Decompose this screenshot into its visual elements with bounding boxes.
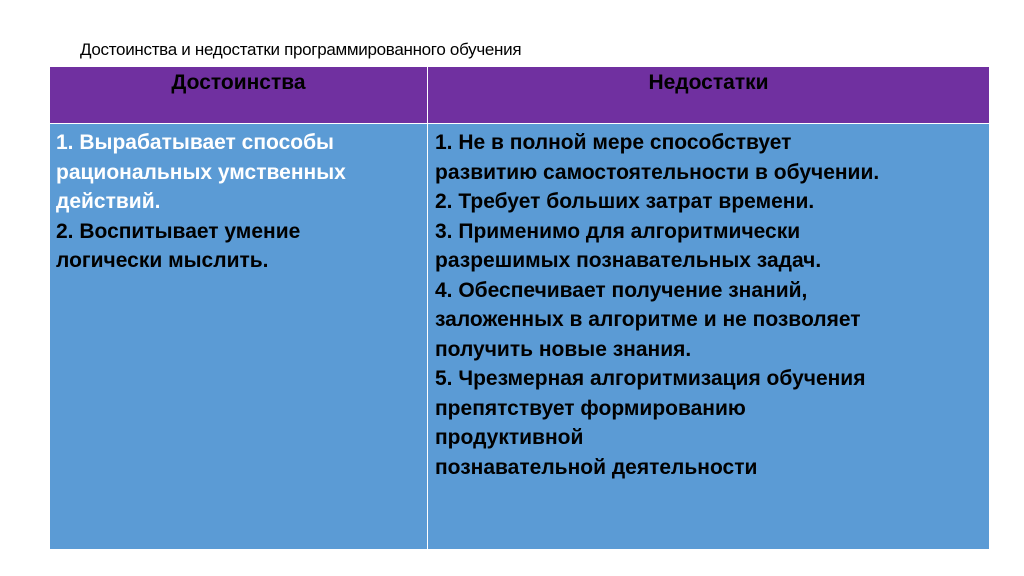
comparison-table xyxy=(49,66,990,550)
disadvantage-item-line: продуктивной xyxy=(435,426,584,449)
disadvantage-item-line: разрешимых познавательных задач. xyxy=(435,249,822,272)
disadvantage-item-line: 2. Требует больших затрат времени. xyxy=(435,190,815,213)
disadvantage-item-line: 4. Обеспечивает получение знаний, xyxy=(435,278,808,302)
advantage-item xyxy=(56,128,419,217)
disadvantages-cell xyxy=(428,124,990,550)
disadvantage-item xyxy=(435,187,981,217)
disadvantage-item-line: развитию самостоятельности в обучении. xyxy=(435,160,880,184)
disadvantage-item xyxy=(435,217,981,276)
disadvantage-item-line: познавательной деятельности xyxy=(435,455,758,479)
advantage-item-line: 2. Воспитывает умение xyxy=(56,219,301,243)
advantages-list xyxy=(50,124,427,276)
advantage-item-line: 1. Вырабатывает способы xyxy=(56,131,334,154)
header-advantages: Достоинства xyxy=(50,67,428,124)
disadvantages-list xyxy=(428,124,989,482)
disadvantage-item-line: заложенных в алгоритме и не позволяет xyxy=(435,308,861,331)
table-body-row xyxy=(50,124,990,550)
advantages-cell xyxy=(50,124,428,550)
disadvantage-item xyxy=(435,364,981,482)
advantage-item-line: рациональных умственных xyxy=(56,160,346,184)
slide-title: Достоинства и недостатки программированного обучения xyxy=(80,40,522,59)
disadvantage-item-line: 3. Применимо для алгоритмически xyxy=(435,219,801,243)
disadvantage-item-line: 5. Чрезмерная алгоритмизация обучения xyxy=(435,367,866,390)
advantage-item-line: действий. xyxy=(56,190,161,213)
disadvantage-item xyxy=(435,128,981,187)
advantage-item xyxy=(56,217,419,276)
disadvantage-item-line: препятствует формированию xyxy=(435,396,746,420)
advantage-item-line: логически мыслить. xyxy=(56,249,269,272)
disadvantage-item-line: 1. Не в полной мере способствует xyxy=(435,131,792,154)
header-disadvantages: Недостатки xyxy=(428,67,990,124)
table-header-row xyxy=(50,67,990,124)
disadvantage-item xyxy=(435,276,981,365)
disadvantage-item-line: получить новые знания. xyxy=(435,337,692,361)
